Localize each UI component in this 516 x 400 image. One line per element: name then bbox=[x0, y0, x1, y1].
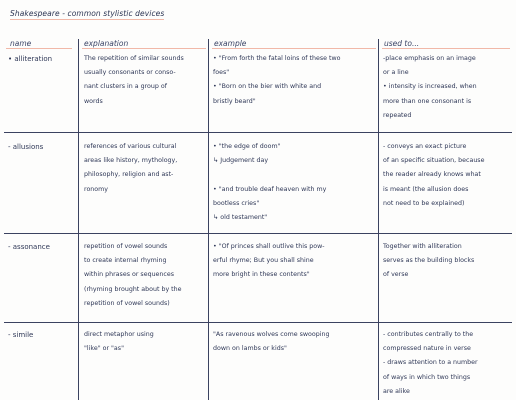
cell-line: serves as the building blocks bbox=[383, 257, 475, 265]
cell-line: usually consonants or conso- bbox=[84, 69, 176, 77]
cell-example bbox=[213, 52, 340, 109]
cell-line: - simile bbox=[8, 331, 34, 339]
cell-line: • "From forth the fatal loins of these two bbox=[213, 55, 341, 62]
cell-line: compressed nature in verse bbox=[383, 345, 471, 353]
cell-line: • alliteration bbox=[8, 55, 53, 63]
cell-line: to create internal rhyming bbox=[84, 257, 167, 265]
cell-line: references of various cultural bbox=[84, 143, 177, 150]
cell-line: are alike bbox=[383, 387, 410, 395]
cell-line: • "and trouble deaf heaven with my bbox=[213, 185, 327, 193]
cell-line bbox=[213, 168, 326, 182]
cell-line: of an specific situation, because bbox=[383, 157, 485, 165]
header-used-to: used to... bbox=[384, 39, 420, 48]
cell-line: - assonance bbox=[8, 243, 50, 251]
column-divider bbox=[378, 39, 379, 400]
cell-line: - conveys an exact picture bbox=[383, 143, 467, 150]
cell-example bbox=[213, 240, 325, 283]
row-divider bbox=[4, 233, 512, 234]
cell-name bbox=[8, 140, 43, 154]
cell-line: philosophy, religion and ast- bbox=[84, 171, 174, 179]
cell-used-to bbox=[383, 140, 484, 211]
cell-name bbox=[8, 328, 33, 342]
cell-line: "like" or "as" bbox=[84, 345, 124, 353]
cell-line: foes" bbox=[213, 69, 230, 77]
cell-line: ↳ old testament" bbox=[213, 214, 268, 222]
cell-example bbox=[213, 328, 329, 356]
cell-explanation bbox=[84, 240, 182, 311]
row-divider bbox=[4, 132, 512, 133]
header-underline bbox=[382, 48, 510, 49]
header-name: name bbox=[10, 39, 32, 48]
cell-explanation bbox=[84, 52, 184, 109]
cell-name bbox=[8, 240, 50, 254]
cell-line: down on lambs or kids" bbox=[213, 345, 287, 353]
cell-line: ↳ Judgement day bbox=[213, 157, 269, 165]
cell-line: • intensity is increased, when bbox=[383, 83, 477, 91]
cell-line: the reader already knows what bbox=[383, 171, 481, 179]
header-underline bbox=[6, 48, 72, 49]
cell-line: (rhyming brought about by the bbox=[84, 285, 182, 293]
cell-line: nant clusters in a group of bbox=[84, 83, 167, 91]
cell-line: within phrases or sequences bbox=[84, 271, 175, 279]
column-divider bbox=[78, 39, 79, 400]
cell-line: • "the edge of doom" bbox=[213, 143, 281, 150]
cell-line: The repetition of similar sounds bbox=[84, 55, 184, 62]
cell-line: • "Born on the bier with white and bbox=[213, 83, 322, 91]
cell-line: bootless cries" bbox=[213, 199, 260, 207]
cell-used-to bbox=[383, 240, 474, 283]
cell-explanation bbox=[84, 140, 177, 197]
cell-line: repeated bbox=[383, 111, 412, 119]
cell-line: more than one consonant is bbox=[383, 97, 472, 105]
cell-line: - draws attention to a number bbox=[383, 359, 478, 367]
cell-line: is meant (the allusion does bbox=[383, 185, 469, 193]
cell-line: "As ravenous wolves come swooping bbox=[213, 331, 330, 338]
cell-line: -place emphasis on an image bbox=[383, 55, 476, 62]
header-explanation: explanation bbox=[84, 39, 129, 48]
column-divider bbox=[208, 39, 209, 400]
cell-line: - contributes centrally to the bbox=[383, 331, 474, 338]
cell-line: more bright in these contents" bbox=[213, 271, 310, 279]
cell-line: or a line bbox=[383, 69, 409, 77]
cell-used-to bbox=[383, 52, 477, 123]
cell-line: • "Of princes shall outlive this pow- bbox=[213, 243, 325, 250]
cell-line: bristly beard" bbox=[213, 97, 256, 105]
cell-line: of ways in which two things bbox=[383, 373, 471, 381]
cell-line: areas like history, mythology, bbox=[84, 157, 178, 165]
cell-line: direct metaphor using bbox=[84, 331, 154, 338]
cell-line: Together with alliteration bbox=[383, 243, 462, 250]
cell-explanation bbox=[84, 328, 154, 356]
cell-line: - allusions bbox=[8, 143, 44, 151]
cell-line: repetition of vowel sounds) bbox=[84, 299, 170, 307]
cell-line: not need to be explained) bbox=[383, 199, 465, 207]
cell-line: ronomy bbox=[84, 185, 109, 193]
cell-used-to bbox=[383, 328, 478, 399]
header-underline bbox=[212, 48, 376, 49]
header-example: example bbox=[214, 39, 247, 48]
cell-example bbox=[213, 140, 326, 225]
header-underline bbox=[82, 48, 206, 49]
cell-name bbox=[8, 52, 52, 66]
row-divider bbox=[4, 322, 512, 323]
page-title: Shakespeare - common stylistic devices bbox=[10, 9, 165, 18]
cell-line: repetition of vowel sounds bbox=[84, 243, 168, 250]
cell-line: erful rhyme; But you shall shine bbox=[213, 257, 314, 265]
cell-line: of verse bbox=[383, 271, 409, 279]
cell-line: words bbox=[84, 97, 103, 105]
